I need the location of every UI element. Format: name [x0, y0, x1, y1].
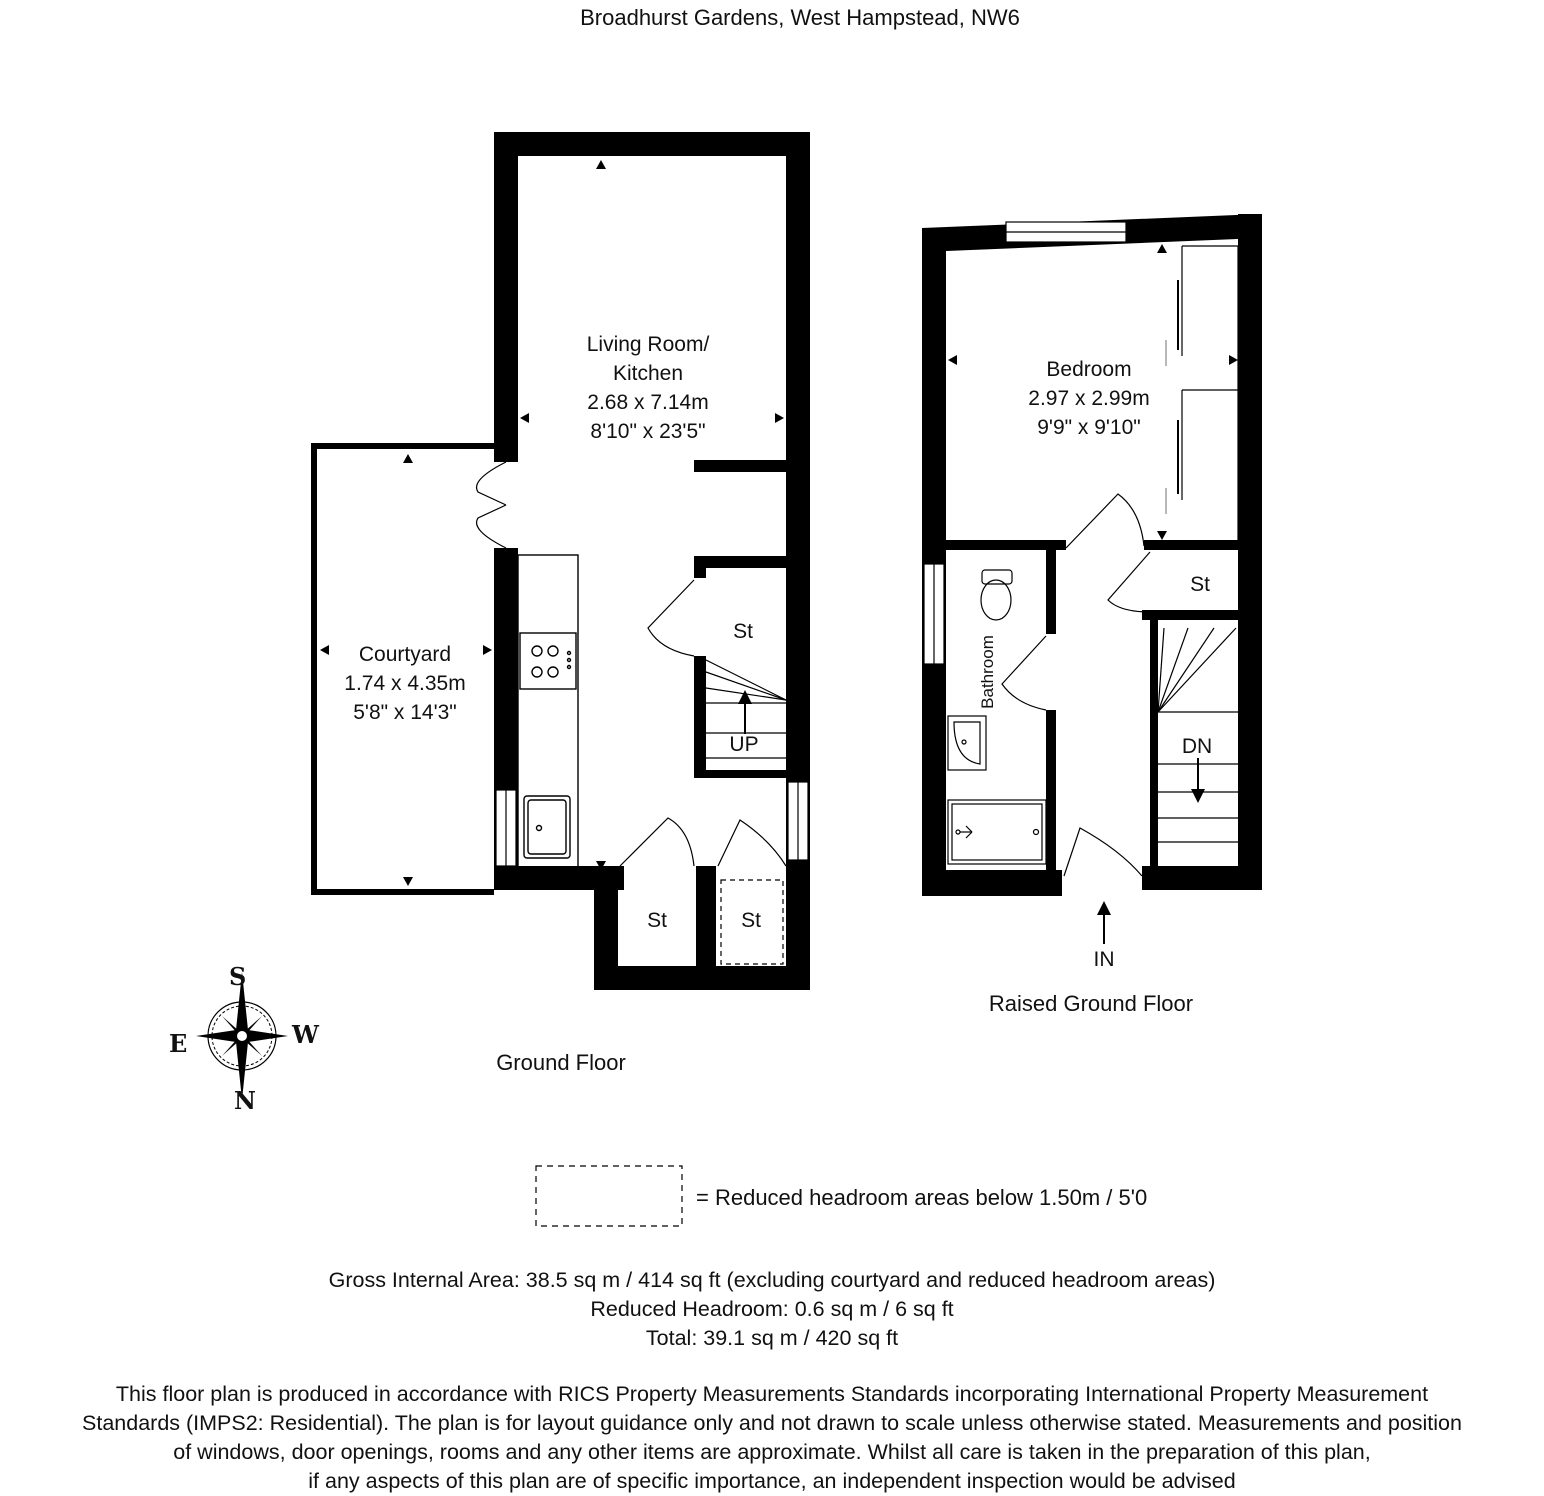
room-size-metric: 2.97 x 2.99m: [1028, 387, 1150, 410]
compass-letter-top: S: [229, 962, 247, 991]
legend-swatch: [536, 1166, 682, 1226]
bathroom-fixtures: [948, 570, 1046, 864]
compass-rose: [196, 972, 288, 1100]
ground-floor-plan: [314, 132, 810, 990]
room-label-store: St: [647, 909, 667, 932]
bedroom-wardrobe: [1166, 246, 1238, 540]
room-size-imperial: 9'9" x 9'10": [1037, 416, 1141, 439]
legend-text: = Reduced headroom areas below 1.50m / 5'0: [696, 1185, 1148, 1210]
disclaimer-line: This floor plan is produced in accordance with RICS Property Measurements Standards incorporating International Property Measurement: [115, 1382, 1429, 1406]
room-label-living-kitchen: [587, 330, 710, 446]
room-label-store: St: [733, 620, 753, 643]
raised-ground-floor-plan: [922, 214, 1262, 944]
plan-address: Broadhurst Gardens, West Hampstead, NW6: [580, 5, 1020, 30]
raised-floor-walls: [922, 214, 1262, 896]
disclaimer-line: of windows, door openings, rooms and any other items are approximate. Whilst all care is taken in the preparation of this plan,: [173, 1440, 1371, 1464]
disclaimer: [0, 1380, 1544, 1496]
disclaimer-line: if any aspects of this plan are of specific importance, an independent inspection would be advised: [308, 1469, 1236, 1493]
disclaimer-line: Standards (IMPS2: Residential). The plan is for layout guidance only and not drawn to scale unless otherwise stated. Measurements and position: [82, 1411, 1462, 1435]
compass-letter-bottom: N: [234, 1086, 256, 1115]
room-name: Bedroom: [1046, 358, 1132, 381]
compass-letter-right: W: [292, 1020, 319, 1049]
room-label-courtyard: [344, 640, 465, 727]
room-label-store: St: [1190, 573, 1210, 596]
compass-letter-left: E: [169, 1029, 188, 1058]
room-size-imperial: 5'8" x 14'3": [353, 701, 457, 724]
stairs-up-label: UP: [729, 733, 759, 756]
gross-internal-area: Gross Internal Area: 38.5 sq m / 414 sq ft (excluding courtyard and reduced headroom areas): [328, 1268, 1216, 1292]
room-name: Courtyard: [358, 643, 452, 666]
room-label-bedroom: [1028, 355, 1149, 442]
ground-floor-walls: [494, 132, 810, 990]
room-size-metric: 2.68 x 7.14m: [587, 391, 709, 414]
entrance-label: IN: [1093, 948, 1115, 971]
room-name: Kitchen: [612, 362, 684, 385]
total-area: Total: 39.1 sq m / 420 sq ft: [645, 1326, 899, 1350]
floor-label-ground: Ground Floor: [496, 1050, 626, 1075]
courtyard-door: [477, 462, 506, 548]
floor-label-raised: Raised Ground Floor: [988, 991, 1194, 1016]
area-summary: [0, 1266, 1544, 1353]
reduced-headroom-area: Reduced Headroom: 0.6 sq m / 6 sq ft: [590, 1297, 954, 1321]
stairs-down-label: DN: [1181, 735, 1213, 758]
room-size-imperial: 8'10" x 23'5": [590, 420, 706, 443]
room-size-metric: 1.74 x 4.35m: [344, 672, 466, 695]
room-name: Living Room/: [586, 333, 710, 356]
room-label-bathroom: Bathroom: [978, 635, 997, 709]
kitchen-counter: [518, 555, 578, 870]
room-label-store: St: [741, 909, 761, 932]
